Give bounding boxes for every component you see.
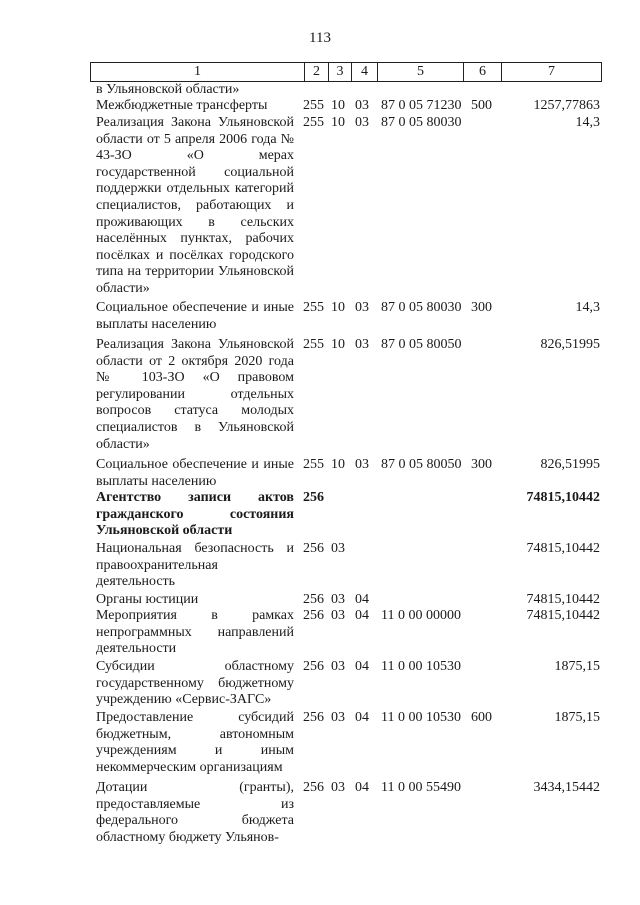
- row-section-code: 10: [331, 115, 345, 130]
- row-expense-type: 600: [471, 710, 492, 725]
- row-expense-type: 300: [471, 300, 492, 315]
- row-section-code: 10: [331, 337, 345, 352]
- row-name: Реализация Закона Ульяновской области от 5 апреля 2006 года № 43-ЗО «О мерах государственной социальной поддержки отдельных категорий специалистов, работающих и проживающих в сельских населённых пунктах, рабочих посёлках и посёлках городского типа на территории Ульяновской области»: [96, 115, 294, 296]
- row-section-code: 03: [331, 608, 345, 623]
- row-ministry-code: 255: [303, 98, 324, 113]
- row-name: Предоставление субсидий бюджетным, автономным учреждениям и иным некоммерческим организациям: [96, 710, 294, 775]
- row-subsection-code: 04: [355, 710, 369, 725]
- row-name: Национальная безопасность и правоохранительная деятельность: [96, 541, 294, 590]
- row-name: Органы юстиции: [96, 592, 199, 607]
- row-ministry-code: 255: [303, 457, 324, 472]
- row-target-code: 87 0 05 80050: [381, 457, 462, 472]
- row-name: Межбюджетные трансферты: [96, 98, 268, 113]
- header-col-1: 1: [194, 64, 201, 79]
- row-subsection-code: 04: [355, 608, 369, 623]
- header-col-6: 6: [463, 63, 501, 81]
- row-ministry-code: 256: [303, 710, 324, 725]
- row-expense-type: 300: [471, 457, 492, 472]
- row-amount: 74815,10442: [526, 608, 600, 623]
- row-amount: 1875,15: [554, 659, 600, 674]
- row-ministry-code: 256: [303, 490, 324, 505]
- row-name: Дотации (гранты), предоставляемые из федерального бюджета областному бюджету Ульянов-: [96, 780, 294, 845]
- header-col-2: 2: [304, 63, 328, 81]
- row-ministry-code: 255: [303, 115, 324, 130]
- row-target-code: 11 0 00 10530: [381, 710, 461, 725]
- row-ministry-code: 255: [303, 337, 324, 352]
- row-ministry-code: 255: [303, 300, 324, 315]
- row-name: Социальное обеспечение и иные выплаты населению: [96, 457, 294, 489]
- row-ministry-code: 256: [303, 780, 324, 795]
- row-subsection-code: 03: [355, 300, 369, 315]
- header-col-4: 4: [351, 63, 377, 81]
- row-amount: 826,51995: [540, 337, 600, 352]
- row-ministry-code: 256: [303, 659, 324, 674]
- row-section-code: 10: [331, 98, 345, 113]
- row-target-code: 11 0 00 55490: [381, 780, 461, 795]
- row-section-code: 03: [331, 659, 345, 674]
- table-header: [90, 62, 602, 82]
- row-target-code: 87 0 05 80030: [381, 115, 462, 130]
- header-col-7: 7: [501, 63, 601, 81]
- row-amount: 1257,77863: [533, 98, 600, 113]
- row-name: Мероприятия в рамках непрограммных направлений деятельности: [96, 608, 294, 657]
- row-subsection-code: 03: [355, 457, 369, 472]
- row-amount: 14,3: [575, 300, 600, 315]
- row-section-code: 03: [331, 541, 345, 556]
- row-amount: 14,3: [575, 115, 600, 130]
- row-section-code: 03: [331, 710, 345, 725]
- row-target-code: 11 0 00 00000: [381, 608, 461, 623]
- row-target-code: 87 0 05 80030: [381, 300, 462, 315]
- row-name: Реализация Закона Ульяновской области от 2 октября 2020 года № 103-ЗО «О правовом регулировании отдельных вопросов статуса молодых специалистов в Ульяновской области»: [96, 337, 294, 452]
- row-section-code: 03: [331, 592, 345, 607]
- row-name: в Ульяновской области»: [96, 82, 240, 97]
- header-col-5: 5: [377, 63, 463, 81]
- row-name: Социальное обеспечение и иные выплаты населению: [96, 300, 294, 332]
- row-amount: 3434,15442: [533, 780, 600, 795]
- row-expense-type: 500: [471, 98, 492, 113]
- row-target-code: 87 0 05 71230: [381, 98, 462, 113]
- row-amount: 74815,10442: [526, 490, 600, 505]
- row-ministry-code: 256: [303, 592, 324, 607]
- row-amount: 74815,10442: [526, 592, 600, 607]
- row-target-code: 11 0 00 10530: [381, 659, 461, 674]
- row-section-code: 10: [331, 457, 345, 472]
- page-number: 113: [309, 30, 331, 46]
- row-ministry-code: 256: [303, 608, 324, 623]
- row-target-code: 87 0 05 80050: [381, 337, 462, 352]
- row-amount: 826,51995: [540, 457, 600, 472]
- row-amount: 1875,15: [554, 710, 600, 725]
- row-name: Агентство записи актов гражданского состояния Ульяновской области: [96, 490, 294, 539]
- row-amount: 74815,10442: [526, 541, 600, 556]
- row-ministry-code: 256: [303, 541, 324, 556]
- header-col-3: 3: [328, 63, 351, 81]
- row-name: Субсидии областному государственному бюджетному учреждению «Сервис-ЗАГС»: [96, 659, 294, 708]
- row-subsection-code: 04: [355, 780, 369, 795]
- row-section-code: 10: [331, 300, 345, 315]
- row-subsection-code: 03: [355, 115, 369, 130]
- row-subsection-code: 04: [355, 659, 369, 674]
- row-subsection-code: 03: [355, 98, 369, 113]
- row-section-code: 03: [331, 780, 345, 795]
- row-subsection-code: 04: [355, 592, 369, 607]
- row-subsection-code: 03: [355, 337, 369, 352]
